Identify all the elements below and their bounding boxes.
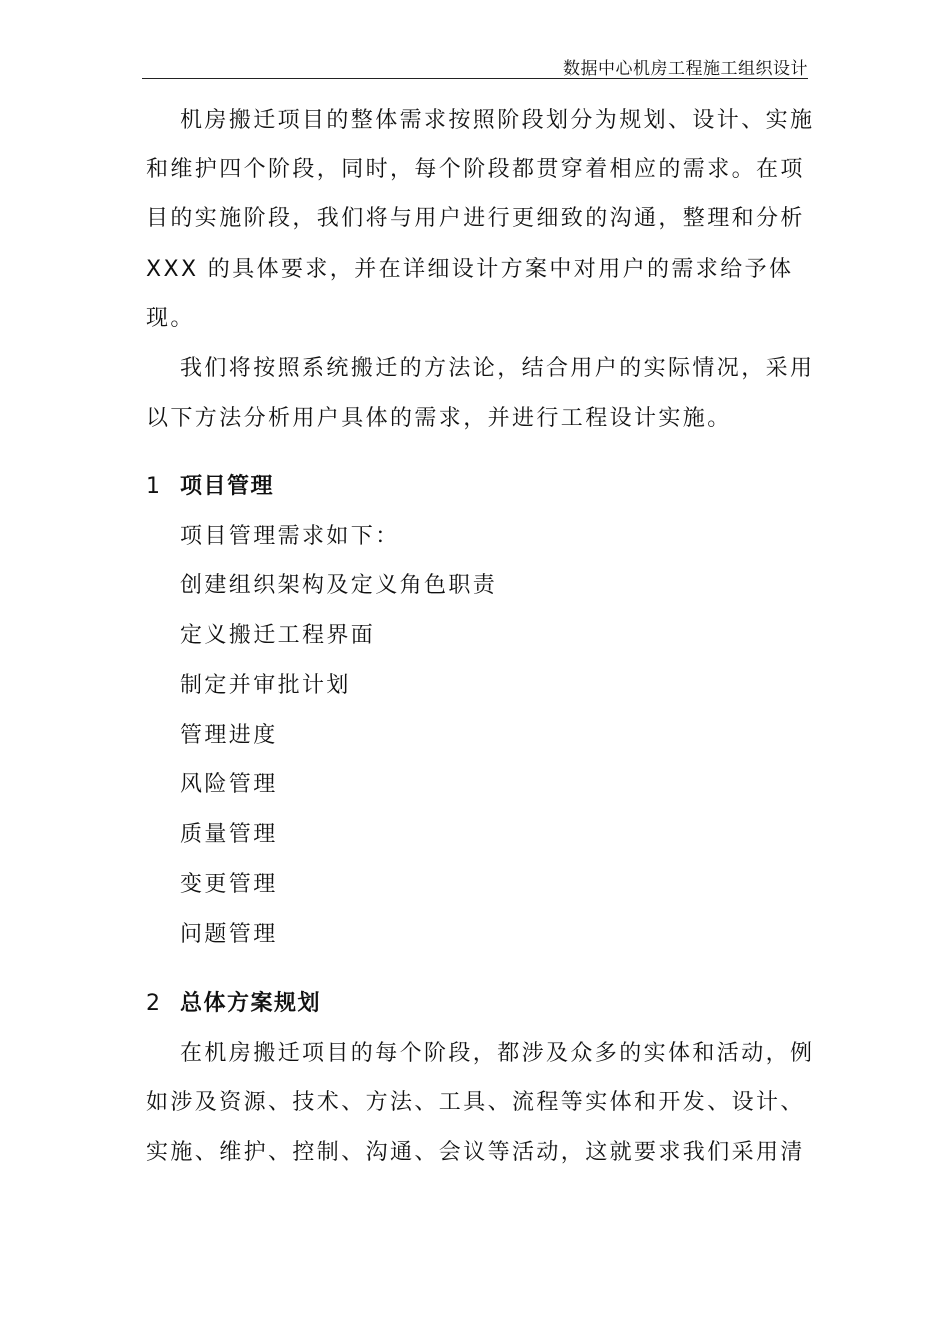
paragraph-line: 以下方法分析用户具体的需求，并进行工程设计实施。 xyxy=(146,406,732,431)
list-item: 制定并审批计划 xyxy=(180,673,351,698)
paragraph-line: XXX 的具体要求，并在详细设计方案中对用户的需求给予体 xyxy=(146,257,794,282)
section-number: 2 xyxy=(146,991,162,1016)
list-item: 创建组织架构及定义角色职责 xyxy=(180,573,498,598)
list-item: 质量管理 xyxy=(180,822,278,847)
list-item: 风险管理 xyxy=(180,772,278,797)
list-item: 定义搬迁工程界面 xyxy=(180,623,376,648)
list-item: 管理进度 xyxy=(180,723,278,748)
header-title: 数据中心机房工程施工组织设计 xyxy=(563,59,808,79)
list-item: 问题管理 xyxy=(180,922,278,947)
paragraph-line: 在机房搬迁项目的每个阶段，都涉及众多的实体和活动，例 xyxy=(180,1041,815,1066)
section-heading xyxy=(146,989,321,1019)
paragraph-line: 和维护四个阶段，同时，每个阶段都贯穿着相应的需求。在项 xyxy=(146,157,805,182)
list-intro: 项目管理需求如下： xyxy=(180,524,400,549)
page-header xyxy=(142,52,808,79)
paragraph-line: 实施、维护、控制、沟通、会议等活动，这就要求我们采用清 xyxy=(146,1140,805,1165)
paragraph-line: 机房搬迁项目的整体需求按照阶段划分为规划、设计、实施 xyxy=(180,108,815,133)
paragraph-line: 如涉及资源、技术、方法、工具、流程等实体和开发、设计、 xyxy=(146,1090,805,1115)
section-number: 1 xyxy=(146,474,162,499)
section-title: 总体方案规划 xyxy=(180,991,322,1016)
paragraph-line: 目的实施阶段，我们将与用户进行更细致的沟通，整理和分析 xyxy=(146,206,805,231)
list-item: 变更管理 xyxy=(180,872,278,897)
paragraph-line: 现。 xyxy=(146,306,195,331)
section-heading xyxy=(146,472,274,502)
paragraph-line: 我们将按照系统搬迁的方法论，结合用户的实际情况，采用 xyxy=(180,356,815,381)
section-title: 项目管理 xyxy=(180,474,275,499)
